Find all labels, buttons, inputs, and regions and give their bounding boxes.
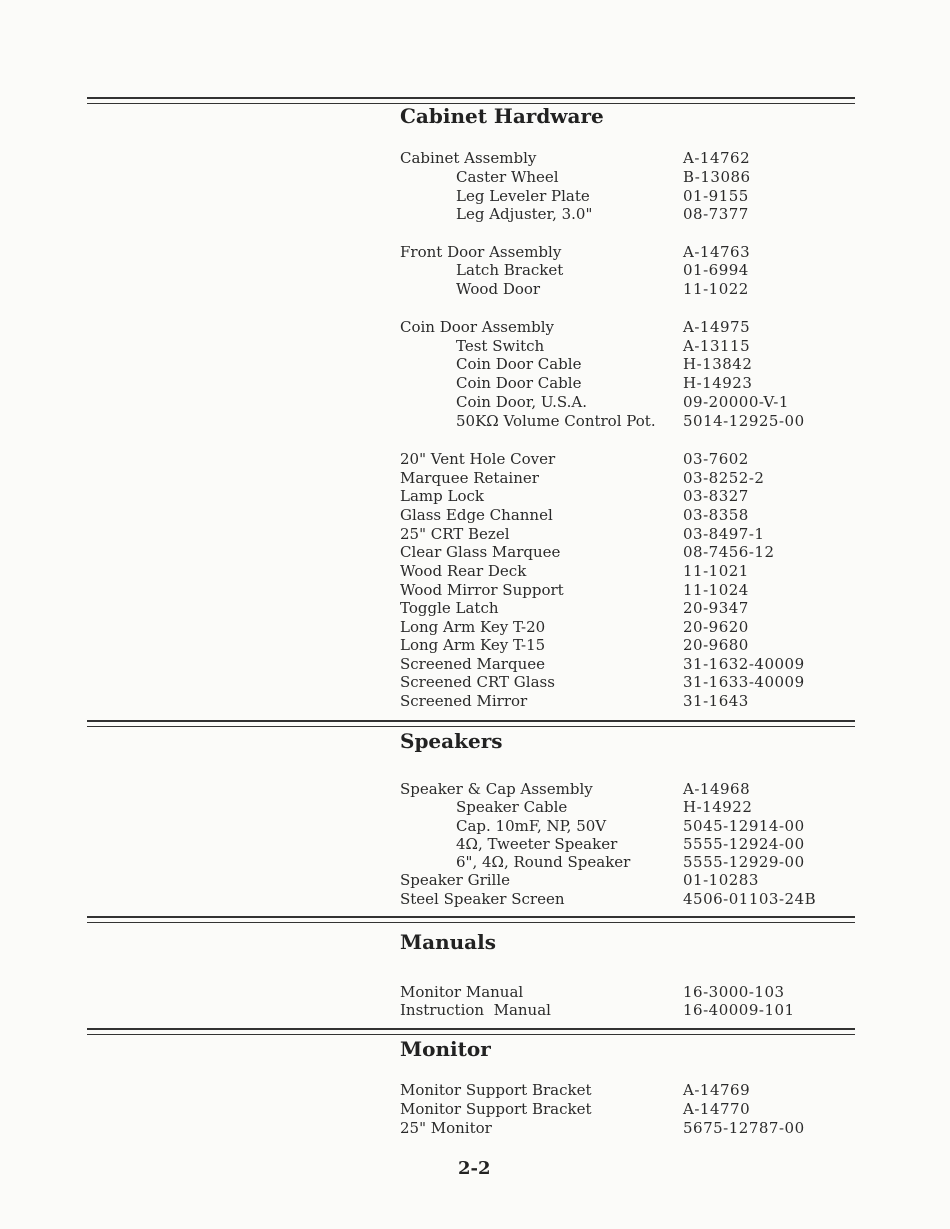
part-row — [400, 374, 840, 393]
part-row — [400, 636, 840, 655]
part-number: 03-8252-2 — [683, 469, 765, 487]
part-description: Latch Bracket — [456, 261, 564, 279]
part-number: 31-1632-40009 — [683, 655, 805, 673]
part-description: Clear Glass Marquee — [400, 543, 561, 561]
part-row — [400, 450, 840, 469]
part-row — [400, 692, 840, 711]
part-row — [400, 983, 840, 1002]
part-number: 5675-12787-00 — [683, 1119, 805, 1137]
section-rule-speakers — [87, 720, 855, 727]
part-number: A-14769 — [683, 1081, 751, 1099]
part-description: Wood Mirror Support — [400, 581, 564, 599]
part-number: A-14975 — [683, 318, 751, 336]
part-description: Steel Speaker Screen — [400, 890, 565, 908]
part-row — [400, 890, 840, 909]
part-number: H-13842 — [683, 355, 753, 373]
part-description: 25" CRT Bezel — [400, 525, 510, 543]
part-row — [400, 817, 840, 836]
part-description: Coin Door Cable — [456, 355, 582, 373]
part-number: 16-40009-101 — [683, 1001, 795, 1019]
part-description: Coin Door Cable — [456, 374, 582, 392]
part-number: B-13086 — [683, 168, 751, 186]
part-number: A-13115 — [683, 337, 751, 355]
part-description: Screened CRT Glass — [400, 673, 555, 691]
part-number: 08-7377 — [683, 205, 749, 223]
part-description: 6", 4Ω, Round Speaker — [456, 853, 631, 871]
part-description: Long Arm Key T-20 — [400, 618, 546, 636]
part-row — [400, 469, 840, 488]
part-row — [400, 337, 840, 356]
part-number: H-14923 — [683, 374, 753, 392]
part-number: 5045-12914-00 — [683, 817, 805, 835]
section-rule-cabinet — [87, 97, 855, 104]
part-description: Screened Mirror — [400, 692, 528, 710]
part-number: 5555-12924-00 — [683, 835, 805, 853]
part-number: 4506-01103-24B — [683, 890, 817, 908]
part-row — [400, 871, 840, 890]
part-row — [400, 1119, 840, 1138]
part-row — [400, 168, 840, 187]
part-description: 20" Vent Hole Cover — [400, 450, 556, 468]
part-description: Coin Door Assembly — [400, 318, 554, 336]
part-description: Marquee Retainer — [400, 469, 539, 487]
part-description: Leg Leveler Plate — [456, 187, 590, 205]
part-description: Screened Marquee — [400, 655, 545, 673]
part-description: Monitor Support Bracket — [400, 1100, 592, 1118]
part-row — [400, 280, 840, 299]
section-title-manuals: Manuals — [400, 930, 496, 954]
part-description: Instruction Manual — [400, 1001, 551, 1019]
part-number: 01-6994 — [683, 261, 749, 279]
part-number: 01-10283 — [683, 871, 759, 889]
part-row — [400, 1081, 840, 1100]
part-number: A-14770 — [683, 1100, 751, 1118]
part-number: 31-1633-40009 — [683, 673, 805, 691]
part-row — [400, 581, 840, 600]
part-row — [400, 506, 840, 525]
part-number: 20-9620 — [683, 618, 749, 636]
part-number: 16-3000-103 — [683, 983, 785, 1001]
part-row — [400, 243, 840, 262]
part-description: Cabinet Assembly — [400, 149, 537, 167]
part-number: 20-9347 — [683, 599, 749, 617]
part-description: Toggle Latch — [400, 599, 499, 617]
part-number: A-14968 — [683, 780, 751, 798]
part-description: Caster Wheel — [456, 168, 559, 186]
part-row — [400, 798, 840, 817]
part-number: 11-1024 — [683, 581, 749, 599]
part-description: 25" Monitor — [400, 1119, 492, 1137]
part-description: Cap. 10mF, NP, 50V — [456, 817, 607, 835]
part-row — [400, 261, 840, 280]
part-number: 03-7602 — [683, 450, 749, 468]
part-row — [400, 412, 840, 431]
part-row — [400, 1001, 840, 1020]
part-number: 11-1022 — [683, 280, 749, 298]
part-description: Speaker Cable — [456, 798, 568, 816]
part-description: Speaker & Cap Assembly — [400, 780, 593, 798]
part-number: 20-9680 — [683, 636, 749, 654]
part-row — [400, 618, 840, 637]
part-number: H-14922 — [683, 798, 753, 816]
part-number: 03-8358 — [683, 506, 749, 524]
part-description: Glass Edge Channel — [400, 506, 553, 524]
part-description: 4Ω, Tweeter Speaker — [456, 835, 618, 853]
part-number: 03-8497-1 — [683, 525, 765, 543]
section-rule-monitor — [87, 1028, 855, 1035]
part-row — [400, 355, 840, 374]
part-row — [400, 205, 840, 224]
part-description: 50KΩ Volume Control Pot. — [456, 412, 656, 430]
part-number: 01-9155 — [683, 187, 749, 205]
part-number: 03-8327 — [683, 487, 749, 505]
part-number: 11-1021 — [683, 562, 749, 580]
page-number: 2-2 — [458, 1158, 491, 1179]
part-row — [400, 543, 840, 562]
part-row — [400, 487, 840, 506]
part-description: Lamp Lock — [400, 487, 484, 505]
part-description: Test Switch — [456, 337, 545, 355]
part-row — [400, 853, 840, 872]
part-description: Monitor Support Bracket — [400, 1081, 592, 1099]
part-description: Wood Rear Deck — [400, 562, 527, 580]
part-row — [400, 149, 840, 168]
part-number: 31-1643 — [683, 692, 749, 710]
section-title-cabinet-hardware: Cabinet Hardware — [400, 104, 604, 128]
part-number: A-14762 — [683, 149, 751, 167]
part-row — [400, 187, 840, 206]
part-row — [400, 393, 840, 412]
part-description: Coin Door, U.S.A. — [456, 393, 588, 411]
part-description: Monitor Manual — [400, 983, 524, 1001]
part-description: Leg Adjuster, 3.0" — [456, 205, 593, 223]
part-description: Long Arm Key T-15 — [400, 636, 546, 654]
part-number: 08-7456-12 — [683, 543, 775, 561]
part-row — [400, 780, 840, 799]
part-description: Speaker Grille — [400, 871, 511, 889]
part-row — [400, 655, 840, 674]
part-row — [400, 562, 840, 581]
part-description: Wood Door — [456, 280, 541, 298]
part-number: 5014-12925-00 — [683, 412, 805, 430]
part-number: 09-20000-V-1 — [683, 393, 789, 411]
section-title-monitor: Monitor — [400, 1037, 491, 1061]
part-number: 5555-12929-00 — [683, 853, 805, 871]
part-description: Front Door Assembly — [400, 243, 562, 261]
section-title-speakers: Speakers — [400, 729, 503, 753]
part-number: A-14763 — [683, 243, 751, 261]
part-row — [400, 599, 840, 618]
section-rule-manuals — [87, 916, 855, 923]
part-row — [400, 835, 840, 854]
part-row — [400, 318, 840, 337]
part-row — [400, 673, 840, 692]
part-row — [400, 525, 840, 544]
part-row — [400, 1100, 840, 1119]
